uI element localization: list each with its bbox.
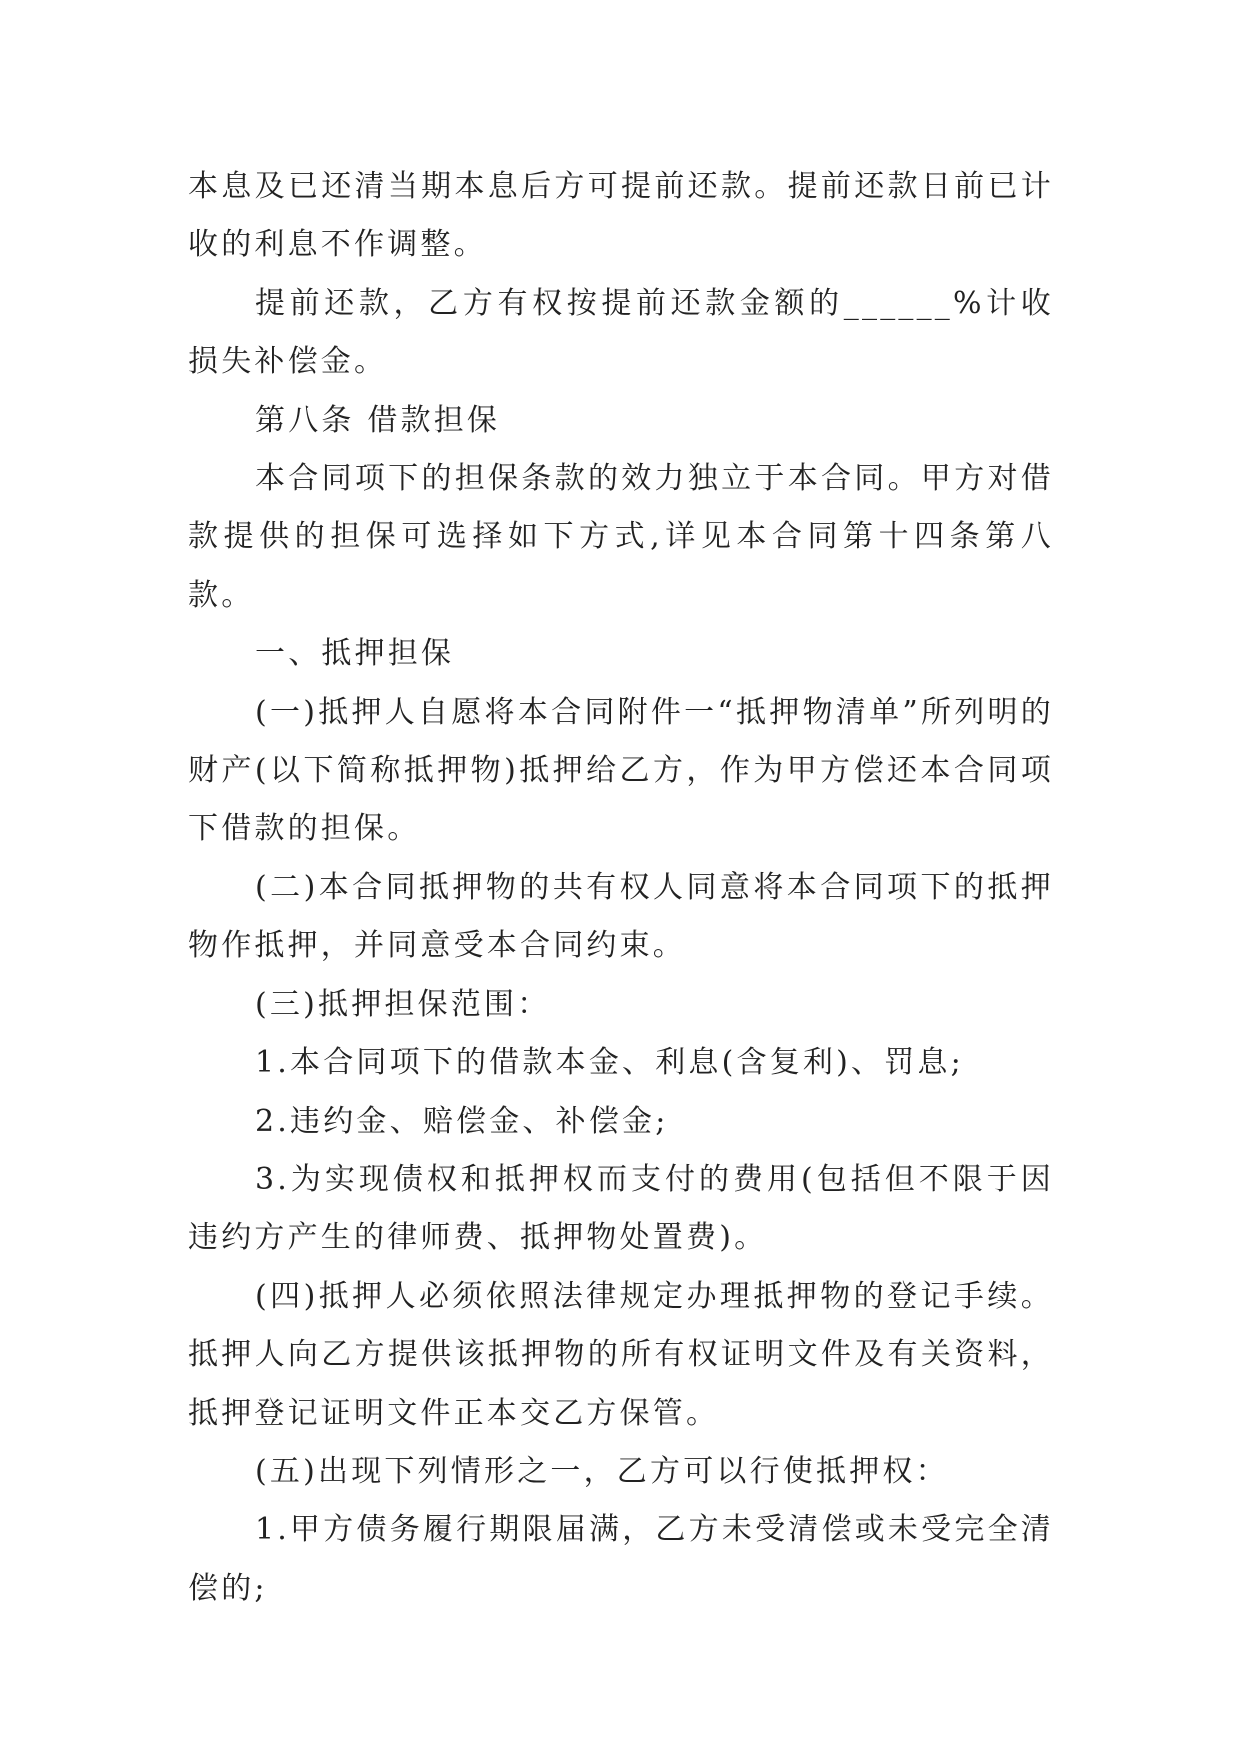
clause-mortgage-3: (三)抵押担保范围：	[255, 986, 551, 1022]
list-item-enforcement-1: 1.甲方债务履行期限届满，乙方未受清偿或未受完全清偿的;	[188, 1512, 1054, 1606]
document-body	[188, 158, 1054, 1618]
list-item-scope-1: 1.本合同项下的借款本金、利息(含复利)、罚息;	[255, 1045, 964, 1081]
article-8-heading: 第八条 借款担保	[255, 402, 501, 438]
list-item-scope-2: 2.违约金、赔偿金、补偿金;	[255, 1103, 669, 1139]
section-mortgage-heading: 一、抵押担保	[255, 636, 455, 672]
paragraph-guarantee-terms: 本合同项下的担保条款的效力独立于本合同。甲方对借款提供的担保可选择如下方式,详见本合同第十四条第八款。	[188, 461, 1054, 613]
clause-mortgage-2: (二)本合同抵押物的共有权人同意将本合同项下的抵押物作抵押，并同意受本合同约束。	[188, 869, 1054, 964]
clause-mortgage-4: (四)抵押人必须依照法律规定办理抵押物的登记手续。抵押人向乙方提供该抵押物的所有权证明文件及有关资料，抵押登记证明文件正本交乙方保管。	[188, 1278, 1054, 1431]
list-item-scope-3: 3.为实现债权和抵押权而支付的费用(包括但不限于因违约方产生的律师费、抵押物处置费)。	[188, 1161, 1054, 1256]
paragraph-prepayment-interest: 本息及已还清当期本息后方可提前还款。提前还款日前已计收的利息不作调整。	[188, 169, 1054, 263]
clause-mortgage-1: (一)抵押人自愿将本合同附件一“抵押物清单”所列明的财产(以下简称抵押物)抵押给乙方，作为甲方偿还本合同项下借款的担保。	[188, 694, 1054, 847]
paragraph-prepayment-compensation: 提前还款，乙方有权按提前还款金额的______%计收损失补偿金。	[188, 285, 1054, 380]
clause-mortgage-5: (五)出现下列情形之一，乙方可以行使抵押权：	[255, 1453, 949, 1489]
